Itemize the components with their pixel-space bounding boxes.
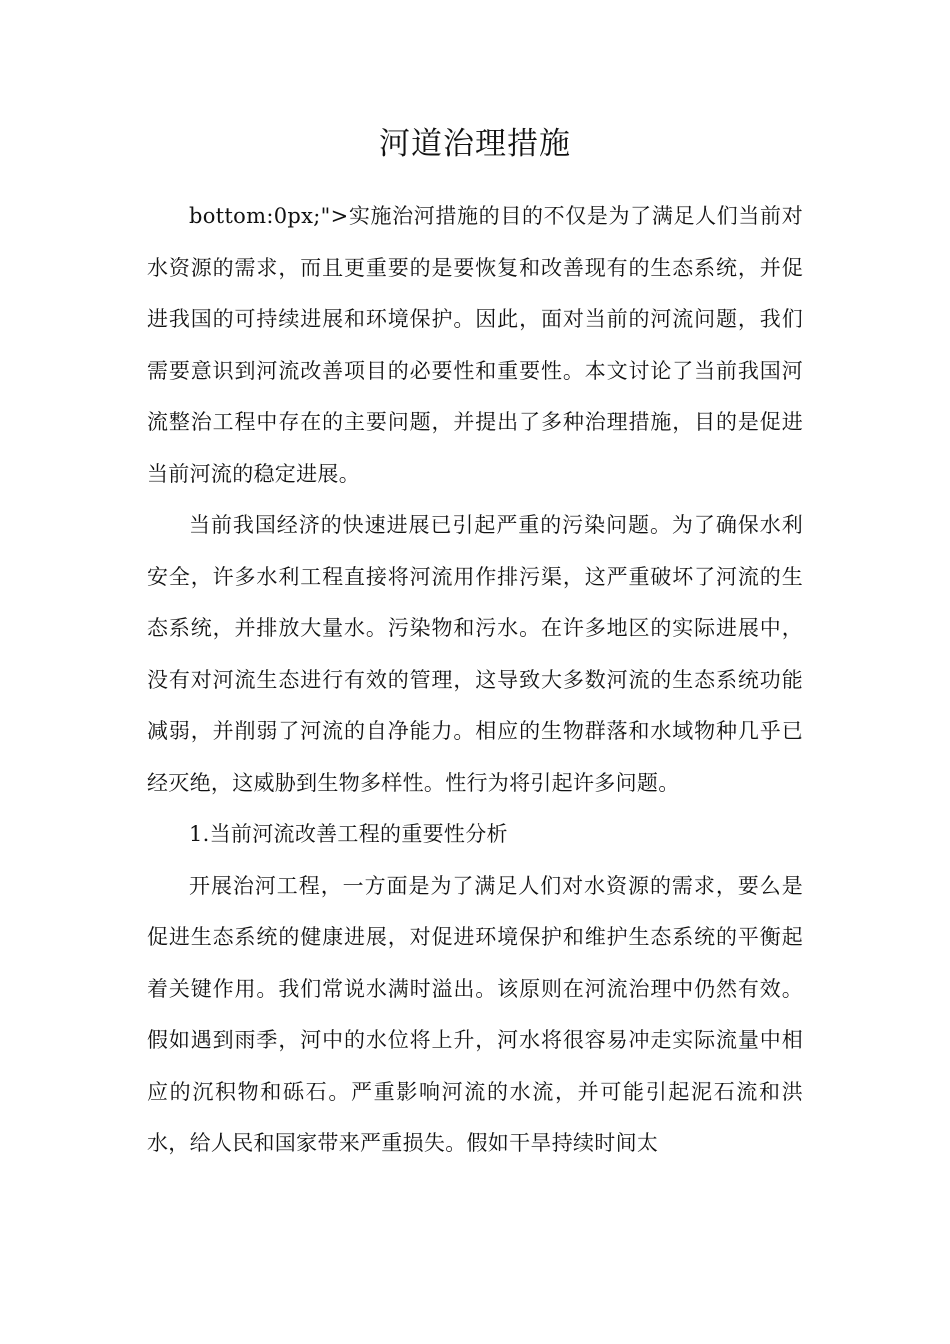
section-heading: 1.当前河流改善工程的重要性分析 [189, 822, 508, 846]
document-title: 河道治理措施 [379, 126, 571, 162]
paragraph-importance: 开展治河工程，一方面是为了满足人们对水资源的需求，要么是促进生态系统的健康进展，对促进环境保护和维护生态系统的平衡起着关键作用。我们常说水满时溢出。该原则在河流治理中仍然有效。假如遇到雨季，河中的水位将上升，河水将很容易冲走实际流量中相应的沉积物和砾石。严重影响河流的水流，并可能引起泥石流和洪水，给人民和国家带来严重损失。假如干旱持续时间太 [147, 873, 803, 1155]
paragraph-intro: bottom:0px;">实施治河措施的目的不仅是为了满足人们当前对水资源的需求，而且更重要的是要恢复和改善现有的生态系统，并促进我国的可持续进展和环境保护。因此，面对当前的河流问题，我们需要意识到河流改善项目的必要性和重要性。本文讨论了当前我国河流整治工程中存在的主要问题，并提出了多种治理措施，目的是促进当前河流的稳定进展。 [147, 204, 803, 486]
document-body [147, 191, 803, 1170]
paragraph-pollution: 当前我国经济的快速进展已引起严重的污染问题。为了确保水利安全，许多水利工程直接将河流用作排污渠，这严重破坏了河流的生态系统，并排放大量水。污染物和污水。在许多地区的实际进展中，没有对河流生态进行有效的管理，这导致大多数河流的生态系统功能减弱，并削弱了河流的自净能力。相应的生物群落和水域物种几乎已经灭绝，这威胁到生物多样性。性行为将引起许多问题。 [147, 513, 803, 795]
